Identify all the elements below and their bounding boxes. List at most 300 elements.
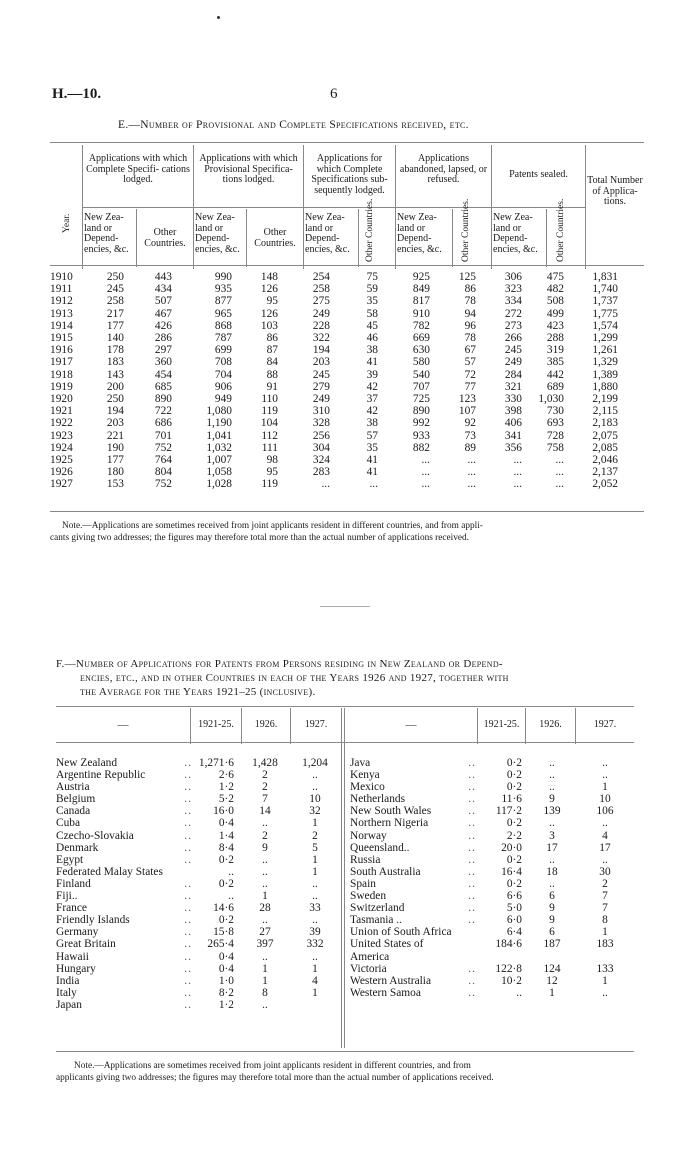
value-cell: ..: [602, 853, 608, 866]
value-cell: 2,075: [592, 429, 618, 442]
table-e-bottom-rule: [50, 511, 644, 512]
value-cell: 67: [464, 344, 476, 357]
leader-dots: ..: [184, 998, 192, 1011]
value-cell: 122·8: [495, 962, 522, 975]
table-row: [350, 963, 634, 975]
value-cell: 249: [312, 393, 330, 406]
value-cell: 15·8: [213, 926, 234, 939]
value-cell: 0·2: [218, 853, 234, 866]
table-row: [56, 830, 340, 842]
leader-dots: ..: [184, 829, 192, 842]
value-cell: 17: [599, 841, 611, 854]
country-name: Spain: [350, 877, 376, 890]
value-cell: 288: [546, 332, 564, 345]
year-cell: 1925: [50, 454, 73, 467]
value-cell: 868: [214, 319, 232, 332]
value-cell: 1,080: [206, 405, 232, 418]
value-cell: 125: [458, 271, 476, 283]
value-cell: ...: [421, 478, 430, 491]
value-cell: ...: [421, 454, 430, 467]
value-cell: 1: [312, 853, 318, 866]
year-cell: 1915: [50, 332, 73, 345]
country-name: Finland: [56, 877, 91, 890]
table-row: [56, 951, 340, 963]
leader-dots: ..: [184, 817, 192, 830]
value-cell: 35: [366, 441, 378, 454]
value-cell: 1,329: [592, 356, 618, 369]
table-row: [50, 271, 618, 283]
value-cell: 190: [106, 441, 124, 454]
value-cell: ...: [555, 466, 564, 479]
value-cell: 906: [214, 380, 232, 393]
table-row: [350, 866, 634, 878]
value-cell: 707: [412, 380, 430, 393]
value-cell: 8: [602, 914, 608, 927]
value-cell: 334: [504, 295, 522, 308]
value-cell: 1: [549, 986, 555, 999]
year-cell: 1910: [50, 271, 73, 283]
country-name: Western Australia: [350, 974, 432, 987]
table-f-header-rule: [56, 742, 634, 743]
value-cell: 140: [106, 332, 124, 345]
value-cell: ..: [262, 865, 268, 878]
value-cell: 2: [312, 829, 318, 842]
value-cell: 228: [312, 319, 330, 332]
table-row: [56, 805, 340, 817]
group-header-abandoned: Applications abandoned, lapsed, or refused.: [399, 153, 488, 185]
year-cell: 1913: [50, 307, 73, 320]
value-cell: 203: [106, 417, 124, 430]
col-divider: [193, 145, 194, 269]
country-name: Denmark: [56, 841, 99, 854]
sub-header-nz: New Zea- land or Depend- encies, &c.: [493, 212, 538, 255]
value-cell: ..: [602, 986, 608, 999]
section-f-note-line1: Note.—Applications are sometimes received from joint applicants resident in different countries, and from: [74, 1061, 471, 1071]
year-cell: 1922: [50, 417, 73, 430]
table-row: [350, 842, 634, 854]
sub-header-nz: New Zea- land or Depend- encies, &c.: [84, 212, 129, 255]
value-cell: 1,190: [206, 417, 232, 430]
year-cell: 1923: [50, 429, 73, 442]
value-cell: 42: [366, 380, 378, 393]
value-cell: 669: [412, 332, 430, 345]
value-cell: 935: [214, 283, 232, 296]
leader-dots: ..: [184, 926, 192, 939]
value-cell: 443: [154, 271, 172, 283]
value-cell: 41: [366, 454, 378, 467]
table-row: [350, 805, 634, 817]
value-cell: 27: [259, 926, 271, 939]
country-name: France: [56, 902, 87, 915]
value-cell: 250: [106, 393, 124, 406]
value-cell: 126: [260, 307, 278, 320]
leader-dots: ..: [468, 769, 476, 782]
table-row: [56, 854, 340, 866]
year-cell: 1917: [50, 356, 73, 369]
value-cell: 0·2: [218, 877, 234, 890]
value-cell: 1,204: [302, 757, 328, 769]
country-name: Union of South Africa: [350, 926, 452, 939]
value-cell: 1: [262, 962, 268, 975]
leader-dots: ..: [184, 890, 192, 903]
leader-dots: ..: [468, 829, 476, 842]
value-cell: 4: [602, 829, 608, 842]
year-cell: 1918: [50, 368, 73, 381]
value-cell: ..: [602, 757, 608, 769]
value-cell: 119: [261, 478, 278, 491]
value-cell: 245: [504, 344, 522, 357]
table-row: [350, 951, 634, 963]
value-cell: 58: [366, 307, 378, 320]
page-number: 6: [330, 86, 338, 102]
value-cell: 2: [262, 769, 268, 782]
year-cell: 1924: [50, 441, 73, 454]
value-cell: ..: [312, 781, 318, 794]
country-name: Japan: [56, 998, 82, 1011]
country-name: Netherlands: [350, 793, 406, 806]
leader-dots: [460, 951, 476, 963]
value-cell: 98: [266, 454, 278, 467]
leader-dots: ..: [468, 890, 476, 903]
value-cell: 1·4: [218, 829, 234, 842]
sub-header-nz: New Zea- land or Depend- encies, &c.: [195, 212, 240, 255]
value-cell: 12: [546, 974, 558, 987]
value-cell: 1: [262, 890, 268, 903]
value-cell: 306: [504, 271, 522, 283]
value-cell: 41: [366, 356, 378, 369]
value-cell: 37: [366, 393, 378, 406]
table-row: [56, 999, 340, 1011]
value-cell: 454: [154, 368, 172, 381]
specifications-table: [50, 271, 618, 491]
leader-dots: ..: [184, 793, 192, 806]
country-name: Federated Malay States: [56, 865, 163, 878]
value-cell: 7: [262, 793, 268, 806]
value-cell: 96: [464, 319, 476, 332]
table-row: [56, 890, 340, 902]
total-applications-header: Total Number of Applica- tions.: [587, 175, 643, 207]
countries-table-right: [350, 757, 634, 999]
value-cell: 849: [412, 283, 430, 296]
value-cell: 1,740: [592, 283, 618, 296]
value-cell: ...: [513, 478, 522, 491]
value-cell: 1,028: [206, 478, 232, 491]
country-name: Hawaii: [56, 950, 89, 963]
value-cell: 332: [306, 938, 324, 951]
leader-dots: ..: [468, 757, 476, 769]
value-cell: 1·2: [218, 781, 234, 794]
table-row: [56, 902, 340, 914]
value-cell: 91: [266, 380, 278, 393]
value-cell: ...: [513, 466, 522, 479]
value-cell: 0·2: [506, 817, 522, 830]
leader-dots: [460, 926, 476, 938]
sub-header-nz: New Zea- land or Depend- encies, &c.: [397, 212, 442, 255]
value-cell: 283: [312, 466, 330, 479]
table-row: [50, 320, 618, 332]
value-cell: 0·2: [506, 877, 522, 890]
value-cell: 1,032: [206, 441, 232, 454]
value-cell: 323: [504, 283, 522, 296]
value-cell: 5·2: [218, 793, 234, 806]
value-cell: 1,574: [592, 319, 618, 332]
value-cell: 256: [312, 429, 330, 442]
report-code: H.—10.: [52, 86, 102, 102]
table-row: [50, 356, 618, 368]
table-row: [50, 308, 618, 320]
value-cell: 92: [464, 417, 476, 430]
table-row: [350, 757, 634, 769]
value-cell: 180: [106, 466, 124, 479]
group-header-complete: Applications with which Complete Specifi- cations lodged.: [86, 153, 190, 185]
year-column-label: Year.: [62, 213, 72, 233]
leader-dots: ..: [184, 877, 192, 890]
table-row: [50, 405, 618, 417]
table-row: [50, 454, 618, 466]
value-cell: 78: [464, 295, 476, 308]
table-row: [350, 830, 634, 842]
value-cell: 10: [309, 793, 321, 806]
country-name: Java: [350, 757, 371, 769]
country-name: Sweden: [350, 890, 387, 903]
value-cell: 94: [464, 307, 476, 320]
value-cell: 965: [214, 307, 232, 320]
section-f-note-line2: applicants giving two addresses; the figures may therefore total more than the actual number of applications received.: [56, 1073, 494, 1083]
left-1927-header: 1927.: [304, 719, 328, 730]
value-cell: ..: [262, 998, 268, 1011]
year-cell: 1912: [50, 295, 73, 308]
value-cell: 2,085: [592, 441, 618, 454]
value-cell: 2: [262, 829, 268, 842]
country-name: Queensland..: [350, 841, 410, 854]
group-header-provisional: Applications with which Provisional Specifica- tions lodged.: [199, 153, 298, 185]
country-name: Western Samoa: [350, 986, 421, 999]
table-row: [50, 417, 618, 429]
value-cell: 508: [546, 295, 564, 308]
table-row: [50, 466, 618, 478]
value-cell: 730: [546, 405, 564, 418]
value-cell: 1: [602, 974, 608, 987]
value-cell: 117·2: [495, 805, 522, 818]
value-cell: 28: [259, 902, 271, 915]
value-cell: 1,880: [592, 380, 618, 393]
value-cell: 426: [154, 319, 172, 332]
value-cell: 266: [504, 332, 522, 345]
year-cell: 1927: [50, 478, 73, 491]
section-e-title: E.—Number of Provisional and Complete Specifications received, etc.: [118, 119, 469, 131]
value-cell: 194: [106, 405, 124, 418]
col-divider: [491, 145, 492, 269]
value-cell: 16·4: [501, 865, 522, 878]
col-divider: [452, 209, 453, 267]
leader-dots: ..: [184, 986, 192, 999]
year-cell: 1920: [50, 393, 73, 406]
value-cell: 580: [412, 356, 430, 369]
value-cell: 467: [154, 307, 172, 320]
value-cell: ...: [467, 466, 476, 479]
table-row: [50, 442, 618, 454]
col-divider: [546, 209, 547, 267]
value-cell: 111: [261, 441, 278, 454]
table-row: [56, 793, 340, 805]
country-name: Kenya: [350, 769, 380, 782]
value-cell: 72: [464, 368, 476, 381]
value-cell: 112: [261, 429, 278, 442]
value-cell: ..: [262, 950, 268, 963]
value-cell: 728: [546, 429, 564, 442]
value-cell: 16·0: [213, 805, 234, 818]
value-cell: 992: [412, 417, 430, 430]
country-name: Switzerland: [350, 902, 405, 915]
value-cell: 5·0: [506, 902, 522, 915]
leader-dots: ..: [184, 769, 192, 782]
table-e-mid-rule: [82, 207, 585, 208]
value-cell: 1,299: [592, 332, 618, 345]
value-cell: 86: [266, 332, 278, 345]
value-cell: 877: [214, 295, 232, 308]
year-cell: 1921: [50, 405, 73, 418]
col-divider: [303, 145, 304, 269]
value-cell: 764: [154, 454, 172, 467]
value-cell: 14·6: [213, 902, 234, 915]
value-cell: 20·0: [501, 841, 522, 854]
country-name: Argentine Republic: [56, 769, 146, 782]
value-cell: 10: [599, 793, 611, 806]
value-cell: 7: [602, 890, 608, 903]
value-cell: 910: [412, 307, 430, 320]
table-row: [50, 430, 618, 442]
leader-dots: [460, 938, 476, 950]
value-cell: 1,389: [592, 368, 618, 381]
leader-dots: ..: [468, 781, 476, 794]
value-cell: 1·2: [218, 998, 234, 1011]
country-name: Northern Nigeria: [350, 817, 429, 830]
table-row: [56, 769, 340, 781]
value-cell: ..: [549, 769, 555, 782]
table-e-header-rule: [50, 265, 644, 266]
table-row: [56, 878, 340, 890]
value-cell: 286: [154, 332, 172, 345]
value-cell: 110: [261, 393, 278, 406]
right-avg-header: 1921-25.: [483, 719, 520, 730]
table-row: [50, 478, 618, 490]
value-cell: 8: [262, 986, 268, 999]
country-name: Italy: [56, 986, 77, 999]
value-cell: 41: [366, 466, 378, 479]
value-cell: 57: [366, 429, 378, 442]
value-cell: 57: [464, 356, 476, 369]
country-name: Russia: [350, 853, 381, 866]
value-cell: 265·4: [207, 938, 234, 951]
value-cell: 258: [312, 283, 330, 296]
right-country-header: —: [405, 719, 417, 731]
country-name: New South Wales: [350, 805, 432, 818]
value-cell: 297: [154, 344, 172, 357]
leader-dots: ..: [184, 962, 192, 975]
value-cell: ...: [421, 466, 430, 479]
leader-dots: ..: [184, 914, 192, 927]
value-cell: 341: [504, 429, 522, 442]
table-row: [50, 369, 618, 381]
value-cell: ...: [513, 454, 522, 467]
value-cell: [528, 951, 576, 963]
value-cell: 1,428: [252, 757, 278, 769]
value-cell: 194: [312, 344, 330, 357]
country-name: Hungary: [56, 962, 96, 975]
value-cell: ..: [312, 877, 318, 890]
value-cell: 6·0: [506, 914, 522, 927]
value-cell: 177: [106, 454, 124, 467]
value-cell: 119: [261, 405, 278, 418]
value-cell: 949: [214, 393, 232, 406]
table-row: [350, 890, 634, 902]
country-name: Czecho-Slovakia: [56, 829, 134, 842]
value-cell: 817: [412, 295, 430, 308]
value-cell: 442: [546, 368, 564, 381]
leader-dots: ..: [184, 974, 192, 987]
leader-dots: ..: [184, 841, 192, 854]
table-row: [56, 975, 340, 987]
value-cell: 9: [262, 841, 268, 854]
value-cell: ..: [262, 817, 268, 830]
value-cell: 279: [312, 380, 330, 393]
section-f-title-line2: encies, etc., and in other Countries in each of the Years 1926 and 1927, together with: [80, 672, 509, 684]
value-cell: 1: [312, 817, 318, 830]
value-cell: ...: [321, 478, 330, 491]
value-cell: 2,115: [592, 405, 618, 418]
value-cell: 725: [412, 393, 430, 406]
value-cell: 59: [366, 283, 378, 296]
leader-dots: ..: [468, 986, 476, 999]
value-cell: ...: [369, 478, 378, 491]
value-cell: 0·4: [218, 962, 234, 975]
value-cell: 0·4: [218, 817, 234, 830]
leader-dots: ..: [468, 877, 476, 890]
right-1927-header: 1927.: [593, 719, 617, 730]
table-row: [350, 987, 634, 999]
value-cell: 9: [549, 914, 555, 927]
value-cell: 782: [412, 319, 430, 332]
value-cell: 990: [214, 271, 232, 283]
table-row: [56, 987, 340, 999]
country-name: America: [350, 950, 390, 963]
table-row: [56, 817, 340, 829]
section-f-title-line3: the Average for the Years 1921–25 (inclusive).: [80, 686, 316, 698]
value-cell: 9: [549, 902, 555, 915]
value-cell: 18: [546, 865, 558, 878]
value-cell: ...: [555, 478, 564, 491]
sub-header-other: Other Countries.: [365, 198, 375, 262]
value-cell: 250: [106, 271, 124, 283]
value-cell: 17: [546, 841, 558, 854]
table-row: [56, 963, 340, 975]
table-row: [350, 975, 634, 987]
value-cell: 6·4: [506, 926, 522, 939]
table-row: [50, 381, 618, 393]
value-cell: 124: [543, 962, 561, 975]
value-cell: 499: [546, 307, 564, 320]
value-cell: 187: [543, 938, 561, 951]
section-e-note-line2: cants giving two addresses; the figures may therefore total more than the actual number of applications received.: [50, 533, 469, 543]
leader-dots: ..: [468, 902, 476, 915]
table-row: [50, 295, 618, 307]
value-cell: 722: [154, 405, 172, 418]
country-name: New Zealand: [56, 757, 118, 769]
value-cell: 143: [106, 368, 124, 381]
leader-dots: ..: [468, 805, 476, 818]
value-cell: 701: [154, 429, 172, 442]
value-cell: 86: [464, 283, 476, 296]
